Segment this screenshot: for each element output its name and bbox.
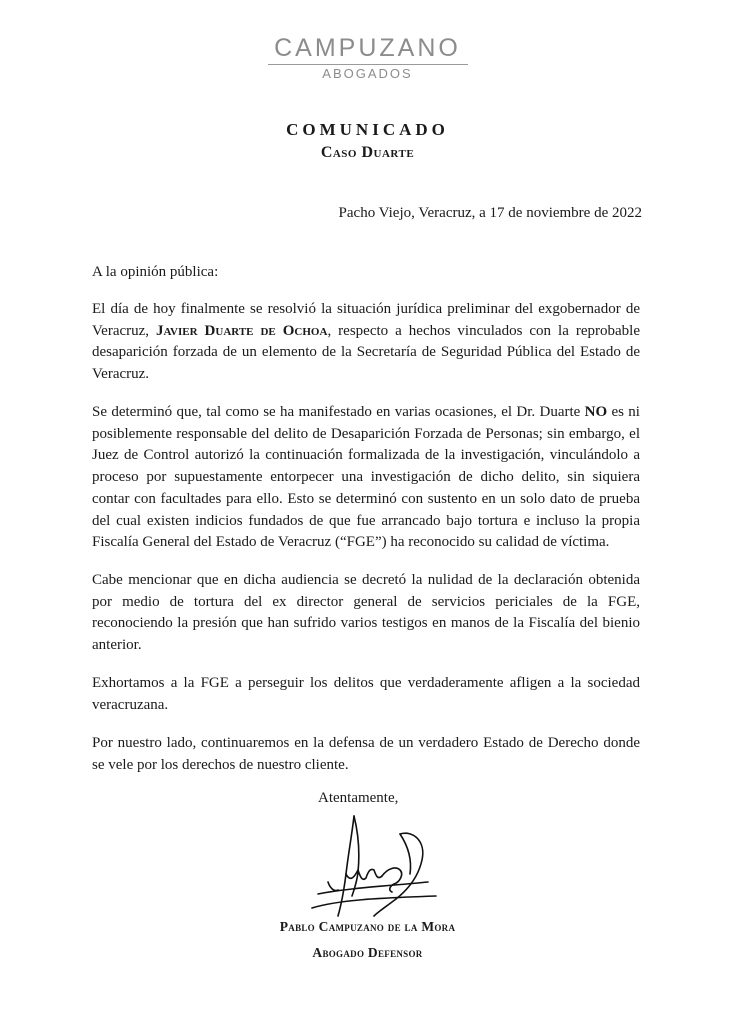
place-date-line: Pacho Viejo, Veracruz, a 17 de noviembre de 2022 — [338, 205, 642, 221]
logo-firm-name: CAMPUZANO — [274, 34, 461, 62]
paragraph-1-text-b: , respecto a hechos vinculados con la reprobable desaparición forzada de un elemento de la Secretaría de Seguridad Pública del Estado de Veracruz. — [92, 322, 640, 383]
defendant-name: Javier Duarte de Ochoa — [156, 322, 328, 339]
paragraph-3: Cabe mencionar que en dicha audiencia se decretó la nulidad de la declaración obtenida por medio de tortura del ex director general de servicios periciales de la FGE, reconociendo la presión que han sufrido varios testigos en manos de la Fiscalía del bienio anterior. — [92, 572, 640, 654]
salutation: A la opinión pública: — [92, 264, 219, 280]
paragraph-2-text-b: es ni posiblemente responsable del delito de Desaparición Forzada de Personas; sin embargo, el Juez de Control autorizó la continuación formalizada de la investigación, vinculándolo a proceso por supuestamente entorpecer una investigación de dicho delito, sin siquiera contar con facultades para ello. Esto se determinó con sustento en un solo dato de prueba del cual existen indicios fundados de que fue arrancado bajo tortura e incluso la propia Fiscalía General del Estado de Veracruz (“FGE”) ha reconocido su calidad de víctima. — [92, 404, 640, 551]
logo-divider — [268, 64, 468, 65]
signatory-name: Pablo Campuzano de la Mora — [279, 919, 456, 934]
paragraph-1-text-a: El día de hoy finalmente se resolvió la situación jurídica preliminar del exgobernador de Veracruz, — [92, 301, 640, 339]
paragraph-2-text-a: Se determinó que, tal como se ha manifestado en varias ocasiones, el Dr. Duarte — [92, 404, 585, 420]
handwritten-signature — [308, 812, 448, 922]
firm-logo — [0, 34, 735, 82]
paragraph-5: Por nuestro lado, continuaremos en la defensa de un verdadero Estado de Derecho donde se vele por los derechos de nuestro cliente. — [92, 735, 640, 773]
paragraph-2 — [92, 402, 640, 554]
logo-firm-subtitle: ABOGADOS — [322, 66, 413, 81]
document-title: COMUNICADO — [286, 120, 449, 139]
emphasis-no: NO — [584, 404, 608, 420]
closing-salutation: Atentamente, — [318, 790, 399, 806]
document-subtitle: Caso Duarte — [320, 144, 415, 161]
paragraph-4: Exhortamos a la FGE a perseguir los delitos que verdaderamente afligen a la sociedad veracruzana. — [92, 675, 640, 713]
paragraph-1 — [92, 299, 640, 386]
signatory-role: Abogado Defensor — [312, 945, 423, 960]
